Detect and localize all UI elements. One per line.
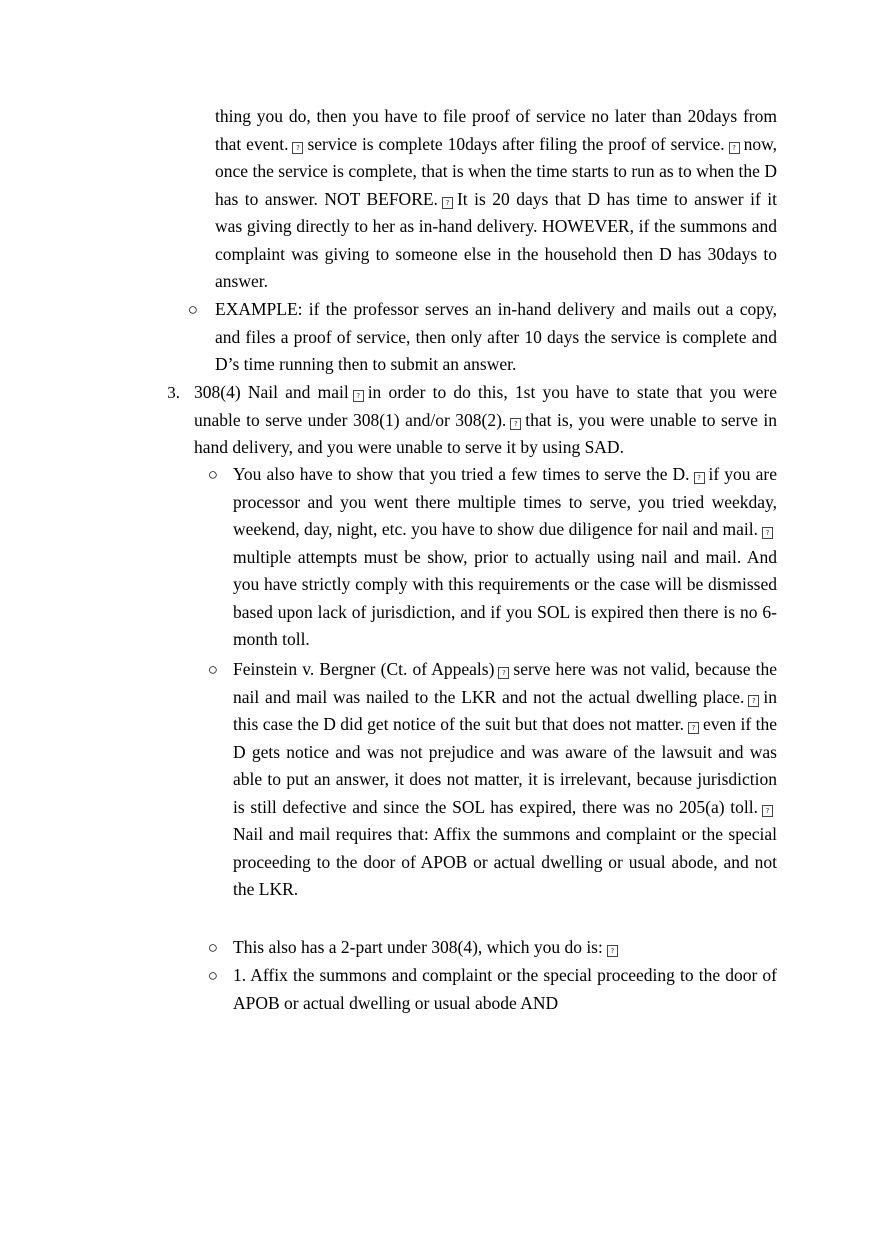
two-part-paragraph (233, 934, 777, 962)
text-segment: thing you do, then you have to file proof of service no later than 20days from that event. (215, 106, 777, 154)
missing-glyph-icon: ? (353, 390, 364, 402)
text-segment: multiple attempts must be show, prior to actually using nail and mail. And you have strictly comply with this requirements or the case will be dismissed based upon lack of jurisdiction, and if you SOL is expired then there is no 6-month toll. (233, 546, 777, 649)
text-segment: even if the D gets notice and was not prejudice and was aware of the lawsuit and was able to put an answer, it does not matter, it is irrelevant, because jurisdiction is still defective and since the SOL has expired, there was no 205(a) toll. (233, 714, 778, 817)
text-segment: in this case the D did get notice of the suit but that does not matter. (233, 686, 777, 734)
missing-glyph-icon: ? (292, 142, 303, 154)
item-3-paragraph (194, 379, 777, 462)
missing-glyph-icon: ? (694, 472, 705, 484)
feinstein-paragraph (233, 656, 777, 904)
missing-glyph-icon: ? (688, 722, 699, 734)
list-number: 3. (167, 383, 180, 402)
text-segment: if you are processor and you went there multiple times to serve, you tried weekday, weekend, day, night, etc. you have to show due diligence for nail and mail. (233, 464, 777, 539)
text-segment: This also has a 2-part under 308(4), which you do is: (233, 937, 603, 957)
text-segment: You also have to show that you tried a few times to serve the D. (233, 464, 690, 484)
text-segment: that is, you were unable to serve in hand delivery, and you were unable to serve it by using SAD. (194, 409, 777, 457)
missing-glyph-icon: ? (498, 667, 509, 679)
missing-glyph-icon: ? (510, 418, 521, 430)
text-segment: in order to do this, 1st you have to state that you were unable to serve under 308(1) and/or 308(2). (194, 382, 777, 430)
bullet-marker: ○ (207, 465, 218, 484)
missing-glyph-icon: ? (748, 695, 759, 707)
text-segment: service is complete 10days after filing the proof of service. (307, 133, 725, 154)
bullet-marker: ○ (187, 300, 198, 319)
text-segment: Feinstein v. Bergner (Ct. of Appeals) (233, 659, 495, 679)
text-segment: Nail and mail requires that: Affix the summons and complaint or the special proceeding to the door of APOB or actual dwelling or usual abode, and not the LKR. (233, 824, 777, 899)
example-paragraph (215, 296, 777, 379)
affix-text: 1. Affix the summons and complaint or the special proceeding to the door of APOB or actual dwelling or usual abode AND (233, 965, 777, 1013)
example-text: EXAMPLE: if the professor serves an in-hand delivery and mails out a copy, and files a proof of service, then only after 10 days the service is complete and D’s time running then to submit an answer. (215, 299, 777, 374)
missing-glyph-icon: ? (729, 142, 740, 154)
bullet-marker: ○ (207, 938, 218, 957)
text-segment: 308(4) Nail and mail (194, 382, 349, 402)
affix-paragraph (233, 962, 777, 1017)
continuation-paragraph (215, 103, 777, 296)
missing-glyph-icon: ? (762, 527, 773, 539)
missing-glyph-icon: ? (442, 197, 453, 209)
text-segment: It is 20 days that D has time to answer if it was giving directly to her as in-hand delivery. HOWEVER, if the summons and complaint was giving to someone else in the household then D has 30days to answer. (215, 188, 777, 291)
missing-glyph-icon: ? (762, 805, 773, 817)
text-segment: now, once the service is complete, that is when the time starts to run as to when the D has to answer. NOT BEFORE. (215, 133, 777, 209)
bullet-marker: ○ (207, 966, 218, 985)
missing-glyph-icon: ? (607, 945, 618, 957)
bullet-marker: ○ (207, 660, 218, 679)
text-segment: serve here was not valid, because the nail and mail was nailed to the LKR and not the actual dwelling place. (233, 659, 777, 707)
due-diligence-paragraph (233, 461, 777, 654)
